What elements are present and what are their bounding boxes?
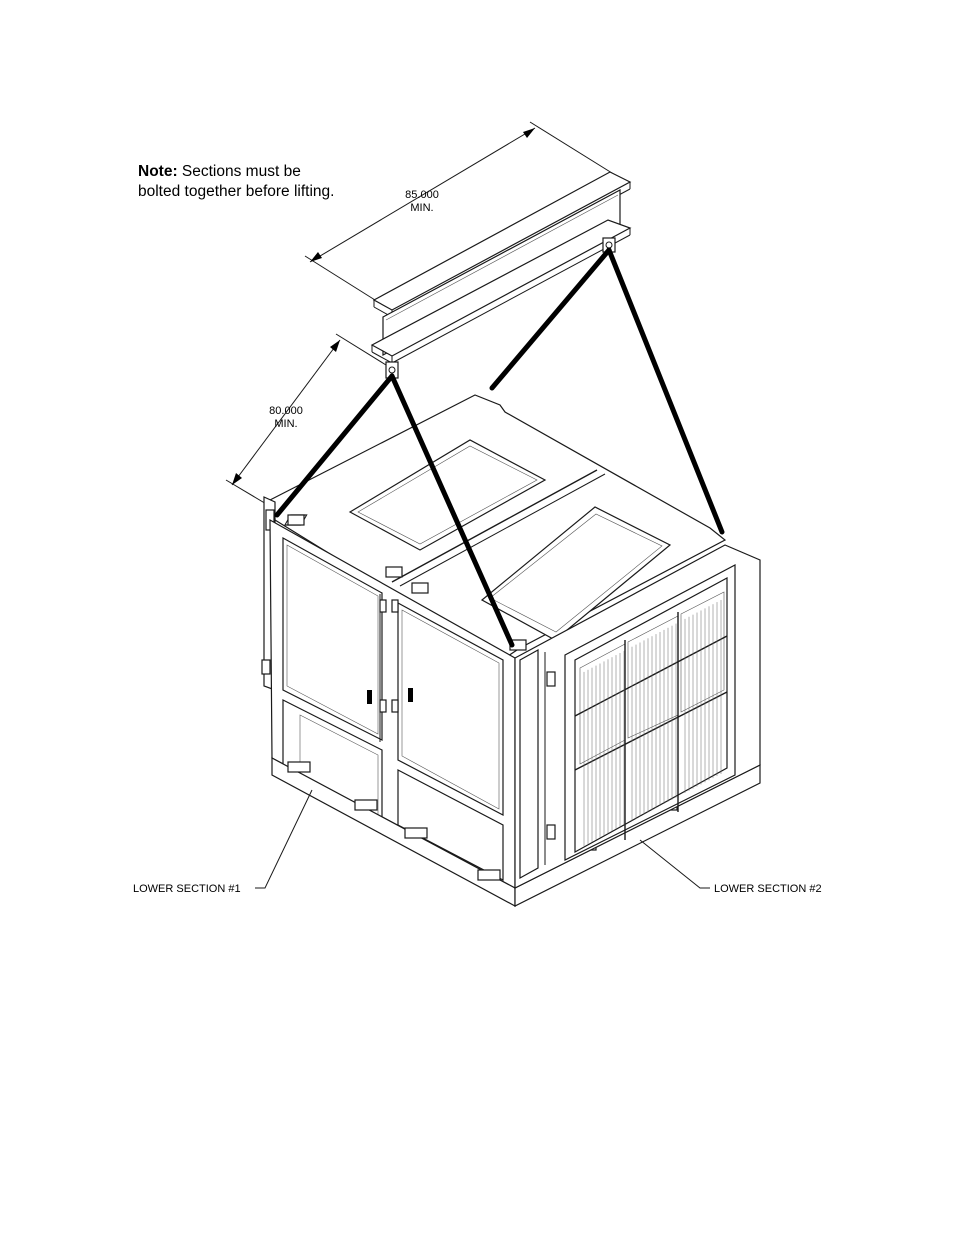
height-dimension-suffix: MIN. bbox=[274, 418, 298, 430]
height-dimension-value: 80.000 bbox=[269, 405, 303, 417]
beam-dimension-value: 85.000 bbox=[405, 189, 439, 201]
note-line1: Sections must be bbox=[181, 163, 301, 180]
label-lower-section-2: LOWER SECTION #2 bbox=[714, 883, 822, 895]
label-lower-section-1: LOWER SECTION #1 bbox=[133, 883, 241, 895]
beam-dimension-suffix: MIN. bbox=[410, 202, 434, 214]
air-handling-unit bbox=[262, 395, 760, 906]
note-line2: bolted together before lifting. bbox=[138, 183, 335, 200]
note-label: Note: bbox=[138, 163, 178, 180]
